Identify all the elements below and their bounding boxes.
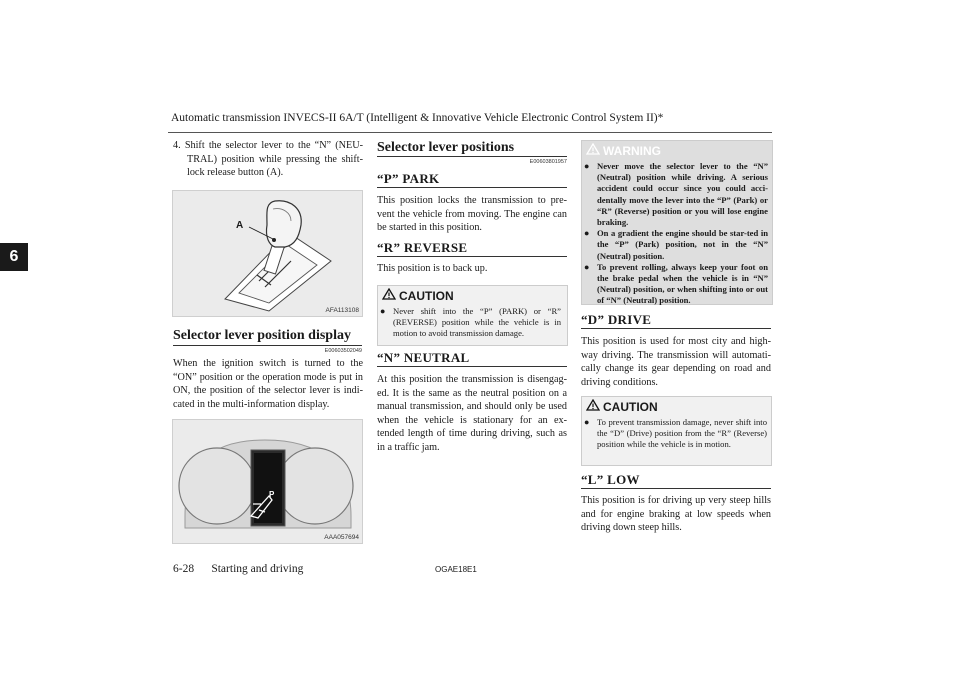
caution-box-drive [581, 396, 772, 466]
caution-box-park-reverse [377, 285, 568, 346]
warning-item: ● Never move the selector lever to the “N” (Neutral) position while driving. A serious accident could occur since you could acci-dentally move the lever into the “P” (Park) or “R” (Reverse) position or you will lose engine braking. [584, 161, 768, 228]
figure-multi-info-display [172, 419, 363, 544]
park-text: This position locks the transmission to pre-vent the vehicle from moving. The engine can be started in this position. [377, 195, 567, 233]
bullet-icon: ● [584, 161, 590, 171]
heading-park: “P” PARK [377, 171, 440, 186]
chapter-name: Starting and driving [211, 563, 304, 575]
display-description: When the ignition switch is turned to the “ON” position or the operation mode is put in ON, the position of the selector lever is indi-cated in the multi-information display. [173, 358, 363, 410]
footer-code: OGAE18E1 [435, 565, 477, 574]
warning-triangle-icon [586, 143, 600, 158]
drive-text: This position is used for most city and high-way driving. The transmission will automati-cally change its gear depending on road and driving conditions. [581, 336, 771, 388]
figure-code: AFA113108 [325, 307, 359, 314]
low-text: This position is for driving up very steep hills and for engine braking at low speeds when driving down steep hills. [581, 495, 771, 533]
figure-shift-lever [172, 190, 363, 317]
running-header: Automatic transmission INVECS-II 6A/T (Intelligent & Innovative Vehicle Electronic Control System II)* [171, 112, 664, 124]
section-rule [377, 156, 567, 157]
step-4 [173, 139, 363, 180]
heading-rule [377, 366, 567, 367]
warning-box [581, 140, 773, 305]
warning-item: ● On a gradient the engine should be star-ted in the “P” (Park) position, not in the “N” (Neutral) position. [584, 228, 768, 261]
heading-rule [377, 187, 567, 188]
bullet-icon: ● [584, 261, 590, 272]
heading-rule [581, 328, 771, 329]
heading-low: “L” LOW [581, 472, 640, 487]
step-number: 4. [173, 140, 181, 151]
section-title-display: Selector lever position display [173, 328, 351, 343]
bullet-icon: ● [584, 228, 590, 239]
caution-item: ● Never shift into the “P” (PARK) or “R” (REVERSE) position while the vehicle is in motion to avoid transmission damage. [380, 306, 561, 339]
heading-reverse: “R” REVERSE [377, 240, 468, 255]
bullet-icon: ● [584, 417, 590, 427]
heading-rule [581, 488, 771, 489]
warning-triangle-icon [382, 288, 396, 303]
instrument-cluster-illustration [173, 420, 362, 543]
shift-lever-illustration [173, 191, 362, 316]
callout-label-a: A [236, 220, 244, 231]
step-text: Shift the selector lever to the “N” (NEU-TRAL) position while pressing the shift-lock release button (A). [184, 140, 363, 178]
caution-title: CAUTION [586, 399, 771, 414]
section-rule [173, 345, 362, 346]
caution-title: CAUTION [382, 288, 567, 303]
neutral-text: At this position the transmission is disengag-ed. It is the same as the neutral position on a manual transmission, and should only be used when the vehicle is stationary for an ex-tended length of time during driving, such as in a traffic jam. [377, 374, 567, 453]
heading-rule [377, 256, 567, 257]
chapter-tab: 6 [0, 243, 28, 271]
heading-neutral: “N” NEUTRAL [377, 350, 470, 365]
page-number: 6-28 [173, 563, 195, 575]
heading-drive: “D” DRIVE [581, 312, 652, 327]
warning-item: ● To prevent rolling, always keep your foot on the brake pedal when the vehicle is in “N” (Neutral) position, or when shifting into or out of “N” (Neutral) position. [584, 261, 768, 306]
header-divider [168, 132, 772, 133]
caution-item: ● To prevent transmission damage, never shift into the “D” (Drive) position from the “R” (Reverse) position while the vehicle is in motion. [584, 417, 767, 450]
section-code: E00603801957 [529, 159, 567, 165]
footer-page-section [173, 563, 303, 575]
warning-triangle-icon [586, 399, 600, 414]
section-code: E00603502049 [324, 348, 362, 354]
bullet-icon: ● [380, 306, 386, 316]
figure-code: AAA057694 [324, 534, 359, 541]
warning-title: WARNING [586, 143, 772, 158]
reverse-text: This position is to back up. [377, 263, 488, 274]
section-title-positions: Selector lever positions [377, 140, 515, 155]
display-letter-p: P [269, 490, 275, 499]
